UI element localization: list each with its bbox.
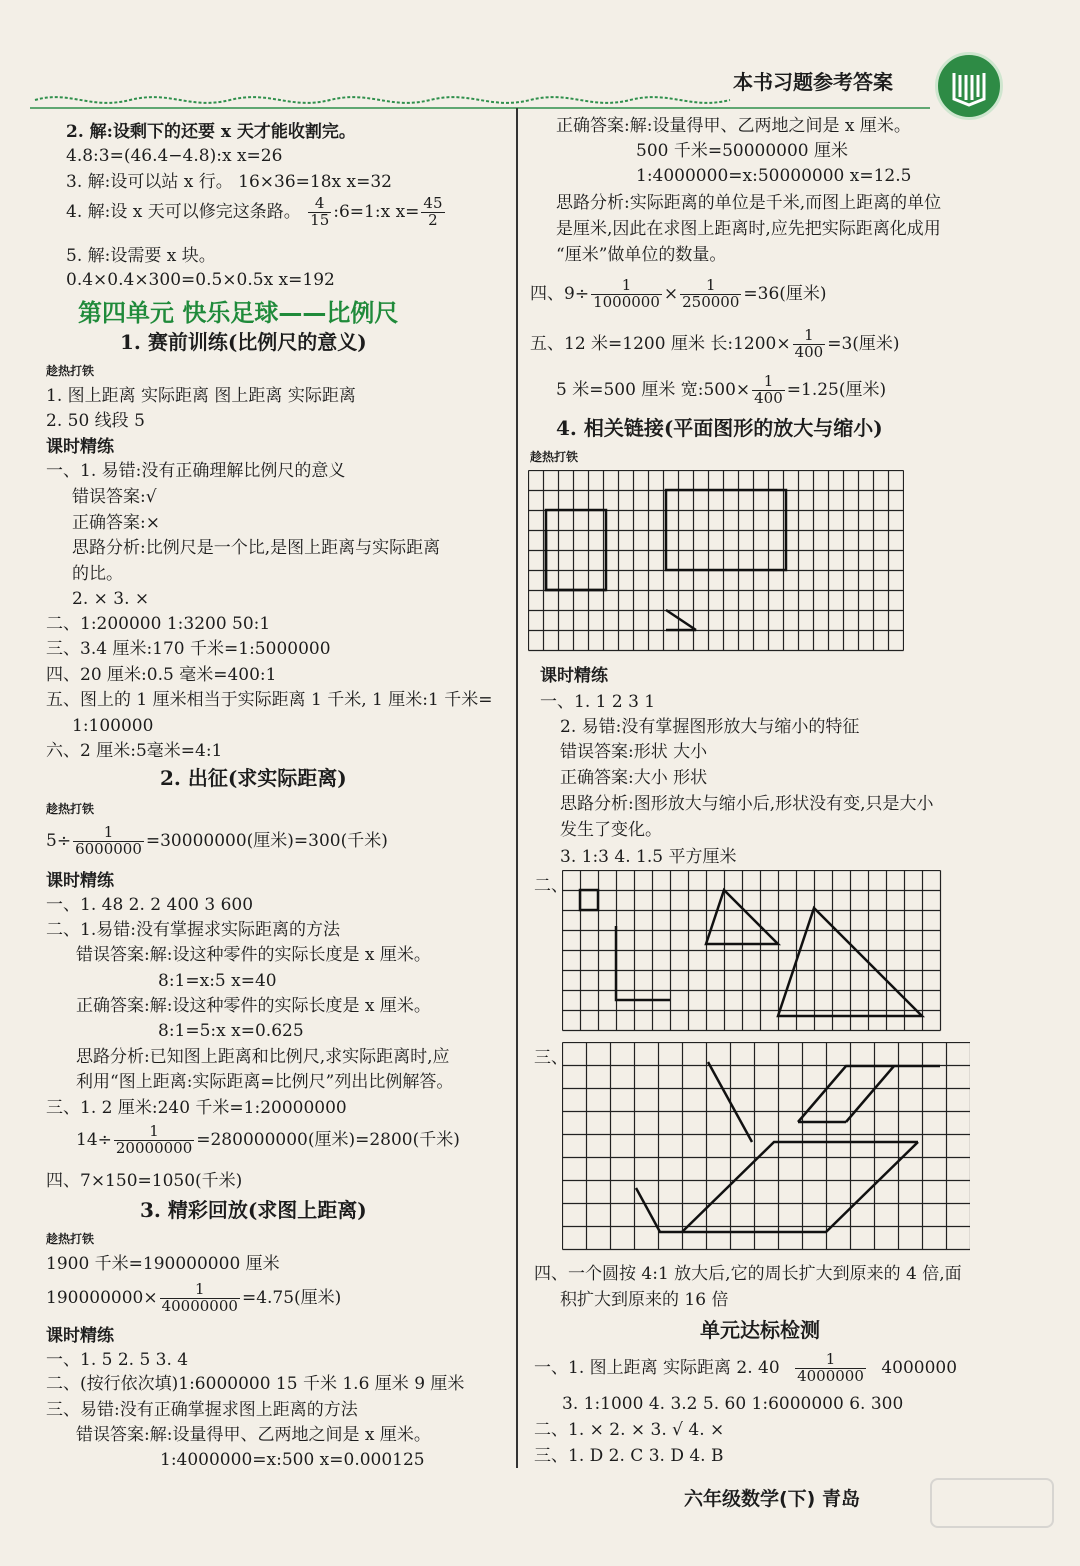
s2-b10-post: =280000000(厘米)=2800(千米) [196,1129,460,1150]
s2-b10 [76,1124,460,1157]
right-line-4: 思路分析:实际距离的单位是千米,而图上距离的单位 [556,193,942,213]
left-line-5: 5. 解:设需要 x 块。 [66,246,216,266]
s1-b1: 一、1. 易错:没有正确理解比例尺的意义 [46,461,346,481]
s2-a1-post: =30000000(厘米)=300(千米) [145,830,388,851]
s2-b6: 8:1=5:x x=0.625 [158,1021,304,1041]
s4-b7: 3. 1:3 4. 1.5 平方厘米 [560,847,737,867]
s3-b5: 1:4000000=x:500 x=0.000125 [160,1450,425,1470]
t1-post: 4000000 [881,1357,958,1378]
column-divider [516,108,518,1468]
s1-a1: 1. 图上距离 实际距离 图上距离 实际距离 [46,386,356,406]
s1-b7: 二、1:200000 1:3200 50:1 [46,614,271,634]
section-2-practice-tag: 课时精练 [46,871,114,891]
s4-b4: 正确答案:大小 形状 [560,768,708,788]
s2-b3: 错误答案:解:设这种零件的实际长度是 x 厘米。 [76,945,431,965]
left-line-4 [66,196,447,229]
fraction-denominator: 20000000 [115,1138,193,1157]
fraction [752,374,785,407]
s2-a1-pre: 5÷ [46,830,72,851]
right-line-9 [556,374,886,407]
unit-title: 第四单元 快乐足球——比例尺 [78,299,399,327]
fraction-numerator: 1 [763,372,774,390]
right-line-1: 正确答案:解:设量得甲、乙两地之间是 x 厘米。 [556,116,911,136]
fraction-numerator: 1 [103,823,114,841]
s3-a2 [46,1282,341,1315]
fraction-denominator: 400 [754,388,783,407]
fraction-numerator: 1 [621,276,632,294]
left-line-3: 3. 解:设可以站 x 行。 16×36=18x x=32 [66,172,392,192]
fraction [421,196,444,229]
fraction [114,1124,194,1157]
s1-b6: 2. × 3. × [72,589,150,609]
section-2-tag: 趁热打铁 [46,802,95,816]
right-line-7: 四、9÷ $\frac{1}{1000000}$ × $\frac{1}{250000}$ =36(厘米) [530,276,827,311]
test-line-2: 3. 1:1000 4. 3.2 5. 60 1:6000000 6. 300 [562,1394,904,1414]
right-line-3: 1:4000000=x:50000000 x=12.5 [636,166,912,186]
test-line-3: 二、1. × 2. × 3. √ 4. × [534,1420,725,1440]
section-3-tag: 趁热打铁 [46,1232,95,1246]
right-line-8 [530,328,900,361]
s3-b4: 错误答案:解:设量得甲、乙两地之间是 x 厘米。 [76,1425,431,1445]
s1-b2: 错误答案:√ [72,487,157,507]
s3-b1: 一、1. 5 2. 5 3. 4 [46,1350,189,1370]
s1-a2: 2. 50 线段 5 [46,411,145,431]
section-4-tag: 趁热打铁 [530,450,579,464]
right-line-2: 500 千米=50000000 厘米 [636,141,849,161]
s2-b7: 思路分析:已知图上距离和比例尺,求实际距离时,应 [76,1047,450,1067]
fraction-numerator: 1 [149,1122,159,1140]
section-4-title: 4. 相关链接(平面图形的放大与缩小) [556,416,883,440]
fraction [160,1282,240,1315]
fraction [591,278,662,311]
fraction-numerator: 1 [195,1280,205,1298]
section-4-practice-tag: 课时精练 [540,666,608,686]
s4-b1: 一、1. 1 2 3 1 [540,692,656,712]
footer-watermark-logo [930,1478,1054,1528]
r9-pre: 5 米=500 厘米 宽:500× [556,379,751,400]
fraction-denominator: 1000000 [593,292,660,311]
fraction-numerator: 1 [825,1350,836,1368]
grid-figure-2 [562,870,944,1036]
s1-b10: 五、图上的 1 厘米相当于实际距离 1 千米, 1 厘米:1 千米= [46,690,493,710]
r8-pre: 五、12 米=1200 厘米 长:1200× [530,333,791,354]
r7-post: =36(厘米) [743,283,827,304]
test-line-1 [534,1352,957,1385]
s1-b9: 四、20 厘米:0.5 毫米=400:1 [46,665,277,685]
s3-b2: 二、(按行依次填)1:6000000 15 千米 1.6 厘米 9 厘米 [46,1374,465,1394]
s2-a1 [46,825,388,858]
section-1-title: 1. 赛前训练(比例尺的意义) [120,330,367,354]
fraction-numerator: 1 [804,326,814,344]
s2-b10-pre: 14÷ [76,1129,112,1150]
test-line-4: 三、1. D 2. C 3. D 4. B [534,1446,724,1466]
r8-post: =3(厘米) [827,333,900,354]
fraction-denominator: 4000000 [797,1366,864,1385]
section-1-tag: 趁热打铁 [46,364,95,378]
s2-b1: 一、1. 48 2. 2 400 3 600 [46,895,254,915]
s4-b3: 错误答案:形状 大小 [560,742,708,762]
left-line-6: 0.4×0.4×300=0.5×0.5x x=192 [66,270,335,290]
fraction-denominator: 40000000 [161,1296,238,1315]
fraction-numerator: 1 [705,276,716,294]
s3-b3: 三、易错:没有正确掌握求图上距离的方法 [46,1400,358,1420]
fraction [680,278,741,311]
fraction-numerator: 4 [314,194,325,212]
section-3-practice-tag: 课时精练 [46,1326,114,1346]
fraction-denominator: 400 [794,342,824,361]
grid-figure-1 [528,470,904,656]
r9-post: =1.25(厘米) [786,379,887,400]
section-3-title: 3. 精彩回放(求图上距离) [140,1198,367,1222]
fraction [795,1352,866,1385]
grid-figure-3 [562,1042,970,1258]
section-2-title: 2. 出征(求实际距离) [160,766,347,790]
fraction-denominator: 15 [310,210,330,229]
s1-b11: 1:100000 [72,716,154,736]
s1-b8: 三、3.4 厘米:170 千米=1:5000000 [46,639,331,659]
s1-b4: 思路分析:比例尺是一个比,是图上距离与实际距离 [72,538,441,558]
left-line-2: 4.8:3=(46.4−4.8):x x=26 [66,146,283,166]
s2-b5: 正确答案:解:设这种零件的实际长度是 x 厘米。 [76,996,431,1016]
s1-b5: 的比。 [72,564,123,584]
s2-b2: 二、1.易错:没有掌握求实际距离的方法 [46,920,340,940]
fraction [793,328,826,361]
s2-b11: 四、7×150=1050(千米) [46,1171,243,1191]
s4-si-1: 四、一个圆按 4:1 放大后,它的周长扩大到原来的 4 倍,面 [534,1264,962,1284]
s2-b9: 三、1. 2 厘米:240 千米=1:20000000 [46,1098,347,1118]
right-line-5: 是厘米,因此在求图上距离时,应先把实际距离化成用 [556,219,941,239]
left-line-1: 2. 解:设剩下的还要 x 天才能收割完。 [66,122,356,142]
fraction-denominator: 2 [421,212,444,229]
s1-b3: 正确答案:× [72,513,160,533]
left-line-4b: :6=1:x x= [333,201,420,222]
s2-b8: 利用“图上距离:实际距离=比例尺”列出比例解答。 [76,1072,454,1092]
s4-b6: 发生了变化。 [560,820,662,840]
s2-b4: 8:1=x:5 x=40 [158,971,277,991]
fraction-numerator: 45 [423,194,443,212]
s1-b12: 六、2 厘米:5毫米=4:1 [46,741,223,761]
footer-label: 六年级数学(下) 青岛 [684,1488,860,1510]
s4-b5: 思路分析:图形放大与缩小后,形状没有变,只是大小 [560,794,934,814]
t1-pre: 一、1. 图上距离 实际距离 2. 40 [534,1357,780,1378]
fraction [308,196,331,229]
s3-a1: 1900 千米=190000000 厘米 [46,1254,280,1274]
section-1-practice-tag: 课时精练 [46,437,114,457]
s4-san-label: 三、 [534,1048,568,1068]
s4-si-2: 积扩大到原来的 16 倍 [560,1290,729,1310]
s3-a2-post: =4.75(厘米) [241,1287,342,1308]
fraction [73,825,144,858]
s4-b2: 2. 易错:没有掌握图形放大与缩小的特征 [560,717,860,737]
book-logo-icon [935,52,1003,120]
s3-a2-pre: 190000000× [46,1287,158,1308]
left-line-4a: 4. 解:设 x 天可以修完这条路。 [66,201,301,222]
unit-test-title: 单元达标检测 [700,1318,820,1342]
right-line-6: “厘米”做单位的数量。 [556,245,727,265]
header-title: 本书习题参考答案 [733,70,893,94]
s4-er-label: 二、 [534,876,568,896]
fraction-denominator: 250000 [682,292,740,311]
r7-pre: 四、9÷ [530,283,590,304]
fraction-denominator: 6000000 [75,839,142,858]
